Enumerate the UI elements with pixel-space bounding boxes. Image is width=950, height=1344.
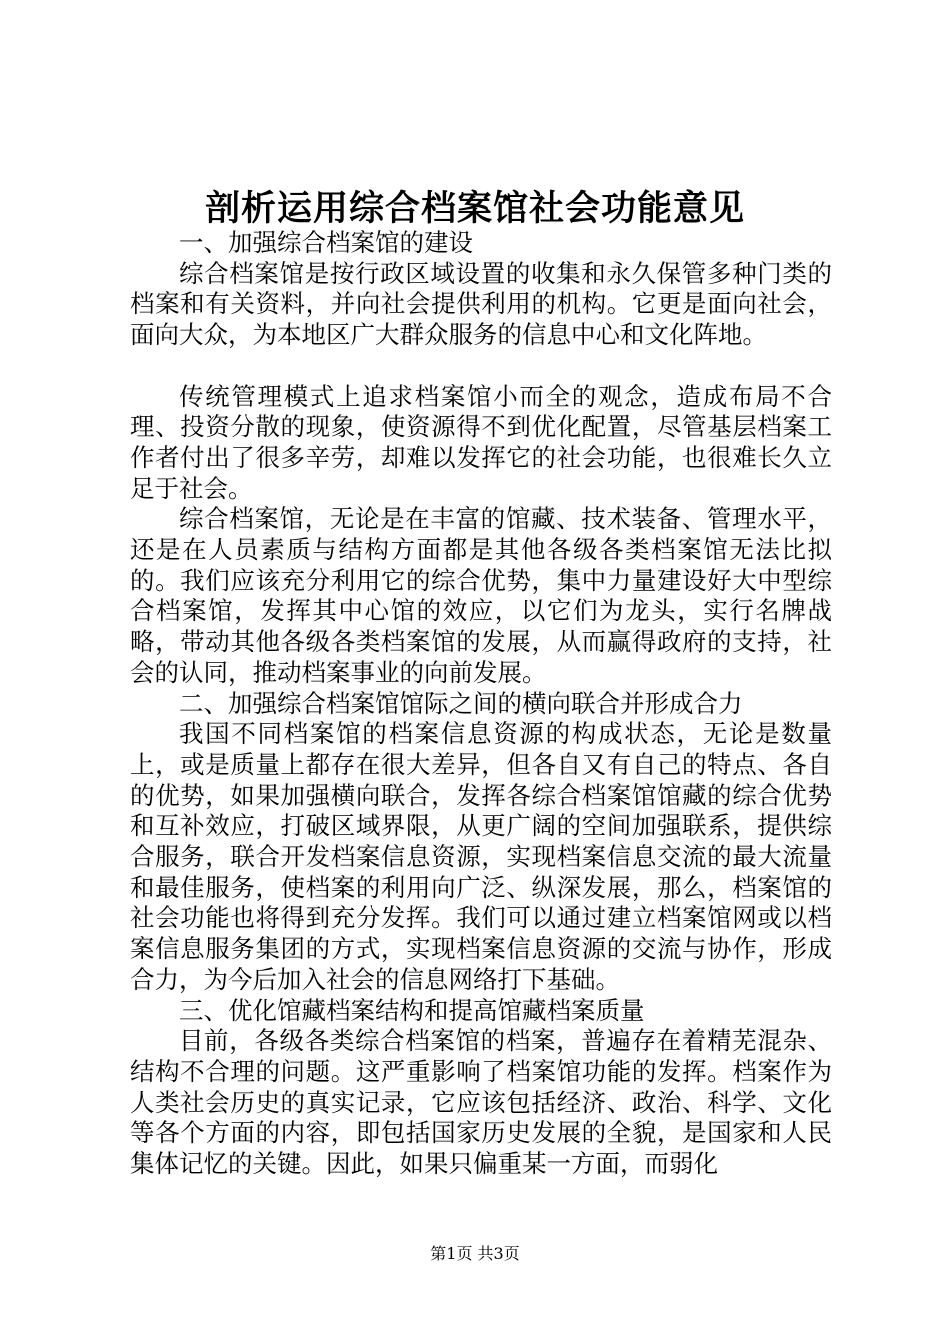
section-heading-3: 三、优化馆藏档案结构和提高馆藏档案质量 xyxy=(179,995,645,1025)
paragraph-1: 综合档案馆是按行政区域设置的收集和永久保管多种门类的档案和有关资料，并向社会提供利用的机构。它更是面向社会，面向大众，为本地区广大群众服务的信息中心和文化阵地。 xyxy=(130,258,832,350)
paragraph-2: 传统管理模式上追求档案馆小而全的观念，造成布局不合理、投资分散的现象，使资源得不到优化配置，尽管基层档案工作者付出了很多辛劳，却难以发挥它的社会功能，也很难长久立足于社会。 xyxy=(130,381,832,503)
paragraph-3: 综合档案馆，无论是在丰富的馆藏、技术装备、管理水平，还是在人员素质与结构方面都是其他各级各类档案馆无法比拟的。我们应该充分利用它的综合优势，集中力量建设好大中型综合档案馆，发挥其中心馆的效应，以它们为龙头，实行名牌战略，带动其他各级各类档案馆的发展，从而赢得政府的支持，社会的认同，推动档案事业的向前发展。 xyxy=(130,504,832,687)
section-heading-1: 一、加强综合档案馆的建设 xyxy=(179,228,473,257)
section-heading-2: 二、加强综合档案馆馆际之间的横向联合并形成合力 xyxy=(179,688,743,718)
page-footer: 第1页 共3页 xyxy=(430,1244,520,1263)
document-title: 剖析运用综合档案馆社会功能意见 xyxy=(204,188,745,229)
paragraph-5: 目前，各级各类综合档案馆的档案，普遍存在着精芜混杂、结构不合理的问题。这严重影响了档案馆功能的发挥。档案作为人类社会历史的真实记录，它应该包括经济、政治、科学、文化等各个方面的内容，即包括国家历史发展的全貌，是国家和人民集体记忆的关键。因此，如果只偏重某一方面，而弱化 xyxy=(130,1026,832,1179)
document-body xyxy=(130,228,832,1180)
paragraph-4: 我国不同档案馆的档案信息资源的构成状态，无论是数量上，或是质量上都存在很大差异，但各自又有自己的特点、各自的优势，如果加强横向联合，发挥各综合档案馆馆藏的综合优势和互补效应，打破区域界限，从更广阔的空间加强联系，提供综合服务，联合开发档案信息资源，实现档案信息交流的最大流量和最佳服务，使档案的利用向广泛、纵深发展，那么，档案馆的社会功能也将得到充分发挥。我们可以通过建立档案馆网或以档案信息服务集团的方式，实现档案信息资源的交流与协作，形成合力，为今后加入社会的信息网络打下基础。 xyxy=(130,719,832,994)
